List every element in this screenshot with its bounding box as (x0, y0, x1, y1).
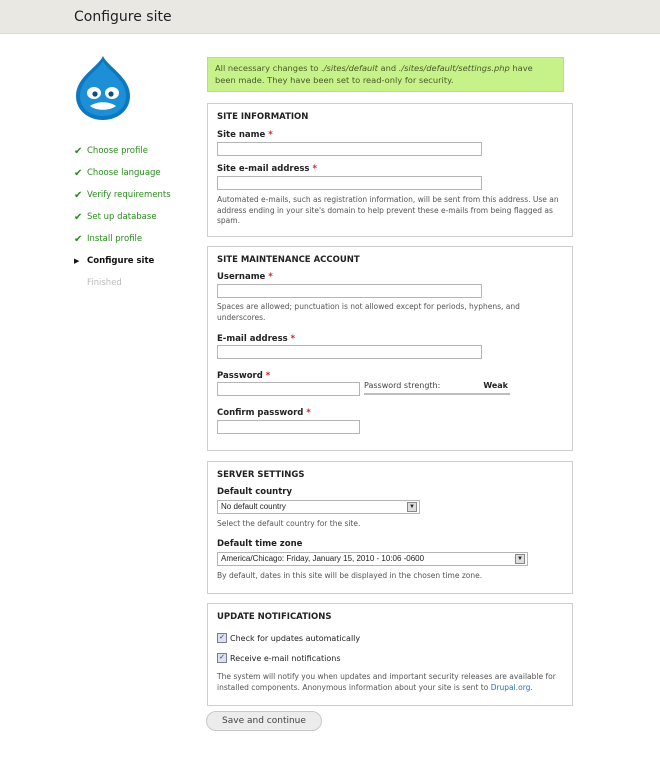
email-notifications-label: Receive e-mail notifications (230, 653, 341, 663)
install-step-label: Choose profile (87, 146, 148, 156)
install-step-label: Configure site (87, 256, 155, 266)
site-email-description: Automated e-mails, such as registration information, will be sent from this address. Use an address ending in your site's domain to help prevent these e-mails from being flagged as spam. (217, 195, 559, 225)
install-step-label: Set up database (87, 212, 157, 222)
fieldset-legend: SITE INFORMATION (217, 112, 309, 122)
check-icon: ✔ (74, 189, 83, 201)
password-input[interactable] (217, 382, 360, 396)
check-updates-checkbox[interactable]: ✓ (217, 633, 227, 643)
install-step (74, 184, 171, 206)
default-country-select[interactable] (217, 500, 420, 514)
install-step-label: Choose language (87, 168, 161, 178)
check-updates-option[interactable] (217, 633, 360, 643)
username-input[interactable] (217, 284, 482, 298)
check-icon: ✔ (74, 145, 83, 157)
email-input[interactable] (217, 345, 482, 359)
username-label: Username * (217, 272, 273, 282)
fieldset-legend: SERVER SETTINGS (217, 470, 305, 480)
password-strength-indicator (364, 381, 510, 395)
confirm-password-input[interactable] (217, 420, 360, 434)
status-message (207, 57, 564, 92)
check-icon: ✔ (74, 233, 83, 245)
install-step (74, 272, 171, 294)
page-header (0, 0, 660, 34)
site-name-input[interactable] (217, 142, 482, 156)
default-timezone-select[interactable] (217, 552, 528, 566)
password-strength-label: Password strength: (364, 381, 441, 390)
site-information-fieldset (207, 103, 573, 237)
default-country-label: Default country (217, 487, 293, 497)
drupal-org-link[interactable]: Drupal.org (490, 682, 531, 692)
message-path-settings: ./sites/default/settings.php (398, 63, 510, 73)
email-label: E-mail address * (217, 334, 296, 344)
fieldset-legend: SITE MAINTENANCE ACCOUNT (217, 255, 360, 265)
default-timezone-label: Default time zone (217, 539, 303, 549)
confirm-password-label: Confirm password * (217, 408, 311, 418)
message-text: and (377, 63, 399, 73)
install-step-label: Install profile (87, 234, 143, 244)
password-strength-value: Weak (483, 381, 508, 390)
page-title: Configure site (74, 9, 172, 25)
default-timezone-value: America/Chicago: Friday, January 15, 2010 - 10:06 -0600 (221, 554, 425, 563)
dropdown-arrow-icon: ▼ (515, 554, 525, 564)
server-settings-fieldset (207, 461, 573, 594)
install-step (74, 250, 171, 272)
install-step (74, 162, 171, 184)
default-timezone-description: By default, dates in this site will be displayed in the chosen time zone. (217, 571, 483, 580)
fieldset-legend: UPDATE NOTIFICATIONS (217, 612, 332, 622)
update-notifications-fieldset (207, 603, 573, 706)
check-updates-label: Check for updates automatically (230, 633, 361, 643)
install-step-label: Finished (87, 278, 122, 288)
dropdown-arrow-icon: ▼ (407, 502, 417, 512)
install-steps (74, 140, 171, 294)
update-notifications-description: The system will notify you when updates and important security releases are available for installed components. Anonymous information about your site is sent to Drupal.org. (217, 672, 556, 692)
arrow-right-icon: ▶ (74, 257, 80, 265)
password-label: Password * (217, 371, 271, 381)
username-description: Spaces are allowed; punctuation is not allowed except for periods, hyphens, and underscores. (217, 302, 520, 322)
message-text: All necessary changes to (215, 63, 322, 73)
default-country-description: Select the default country for the site. (217, 519, 361, 528)
default-country-value: No default country (221, 502, 286, 511)
email-notifications-checkbox[interactable]: ✓ (217, 653, 227, 663)
email-notifications-option[interactable] (217, 653, 341, 663)
check-icon: ✔ (74, 167, 83, 179)
site-email-label: Site e-mail address * (217, 164, 317, 174)
drupal-logo (70, 55, 136, 121)
site-name-label: Site name * (217, 130, 273, 140)
install-step (74, 140, 171, 162)
message-path-default: ./sites/default (321, 63, 378, 73)
install-step (74, 206, 171, 228)
save-and-continue-button[interactable]: Save and continue (206, 711, 322, 731)
site-maintenance-account-fieldset (207, 246, 573, 451)
check-icon: ✔ (74, 211, 83, 223)
message-text: have been made. They have been set to read-only for security. (215, 63, 533, 85)
install-step (74, 228, 171, 250)
install-step-label: Verify requirements (87, 190, 171, 200)
site-email-input[interactable] (217, 176, 482, 190)
